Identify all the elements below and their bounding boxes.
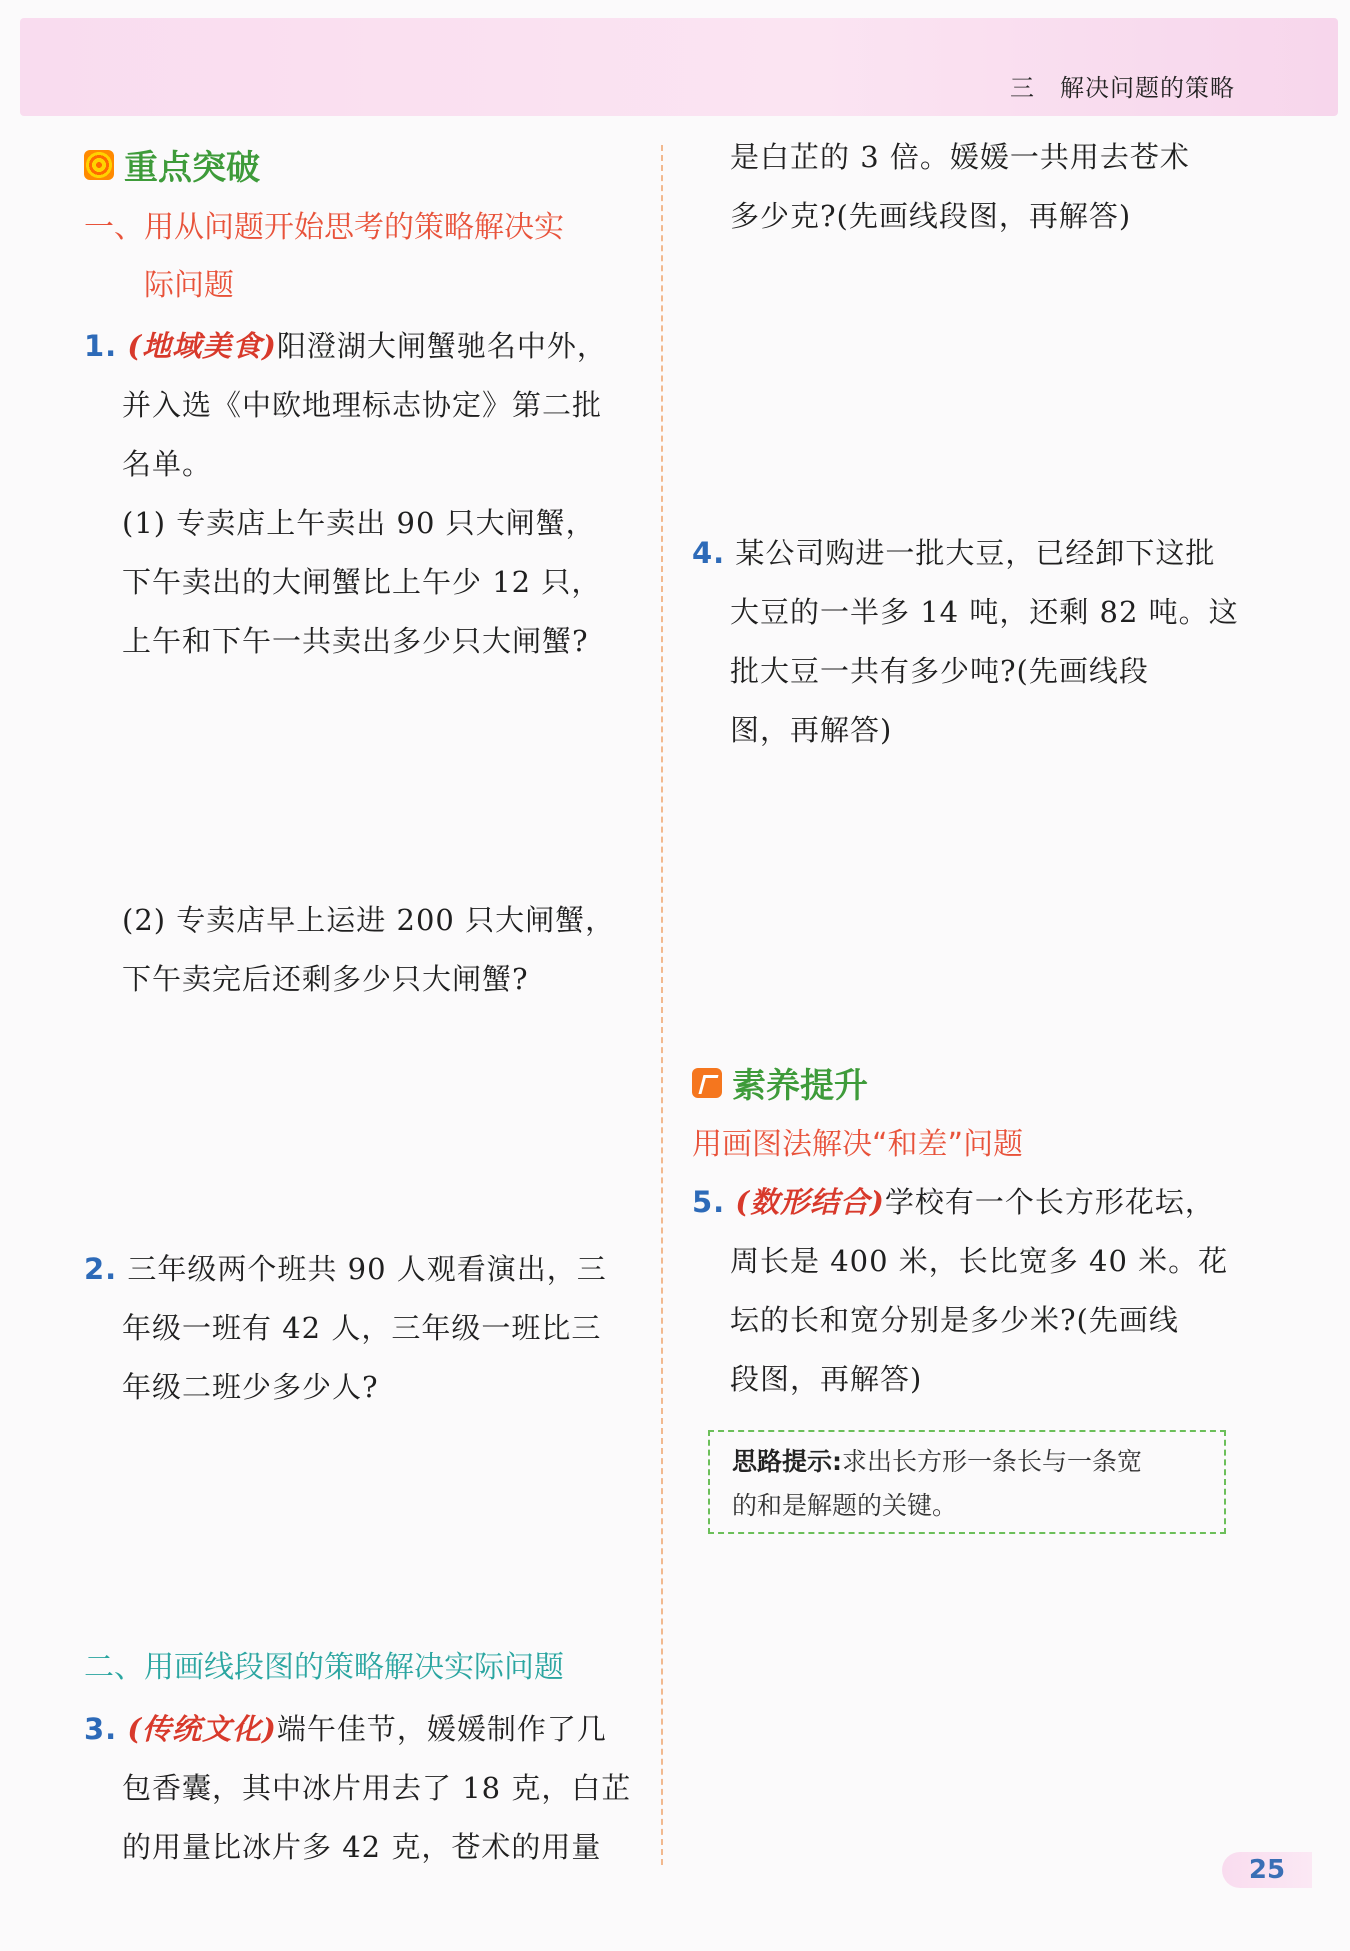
question-4-line1: 某公司购进一批大豆，已经卸下这批 <box>735 536 1216 570</box>
left-column <box>84 140 644 1864</box>
question-3-line1: 端午佳节，媛媛制作了几 <box>276 1712 607 1746</box>
section-literacy-subtitle: 用画图法解决“和差”问题 <box>692 1127 1024 1162</box>
hint-label: 思路提示: <box>732 1447 842 1476</box>
question-4-line3: 批大豆一共有多少吨?(先画线段 <box>730 654 1149 688</box>
question-1-sub1-line1: (1) 专卖店上午卖出 90 只大闸蟹， <box>122 506 596 540</box>
question-3-line3: 的用量比冰片多 42 克，苍术的用量 <box>122 1830 602 1864</box>
hint-line1: 求出长方形一条长与一条宽 <box>842 1447 1143 1476</box>
question-1-sub2-line2: 下午卖完后还剩多少只大闸蟹? <box>122 962 529 996</box>
climb-icon <box>692 1068 722 1098</box>
question-4-line4: 图，再解答) <box>730 713 893 747</box>
question-5-line3: 坛的长和宽分别是多少米?(先画线 <box>730 1303 1179 1337</box>
question-1-tag: (地域美食) <box>127 329 277 363</box>
question-1-sub1-line2: 下午卖出的大闸蟹比上午少 12 只， <box>122 565 602 599</box>
part1-heading <box>84 199 644 315</box>
part1-title-line1: 一、用从问题开始思考的策略解决实 <box>84 210 564 245</box>
question-5-line2: 周长是 400 米，长比宽多 40 米。花 <box>730 1244 1229 1278</box>
question-2-line2: 年级一班有 42 人，三年级一班比三 <box>122 1311 602 1345</box>
question-3-tag: (传统文化) <box>127 1712 277 1746</box>
question-2-number: 2. <box>84 1252 118 1286</box>
question-1-line3: 名单。 <box>122 447 213 481</box>
question-1-line1: 阳澄湖大闸蟹驰名中外， <box>276 329 607 363</box>
question-1-sub1-line3: 上午和下午一共卖出多少只大闸蟹? <box>122 624 589 658</box>
question-4 <box>692 524 1252 760</box>
part2-heading <box>84 1642 664 1686</box>
question-5-number: 5. <box>692 1185 726 1219</box>
question-3-line5: 多少克?(先画线段图，再解答) <box>730 199 1132 233</box>
section-key-points <box>84 140 644 189</box>
question-5 <box>692 1173 1252 1409</box>
part2-title: 二、用画线段图的策略解决实际问题 <box>84 1650 564 1685</box>
page-number: 25 <box>1222 1852 1312 1888</box>
question-5-line1: 学校有一个长方形花坛， <box>884 1185 1215 1219</box>
question-2-line1: 三年级两个班共 90 人观看演出，三 <box>127 1252 607 1286</box>
question-4-line2: 大豆的一半多 14 吨，还剩 82 吨。这 <box>730 595 1239 629</box>
question-1-sub2-line1: (2) 专卖店早上运进 200 只大闸蟹， <box>122 903 616 937</box>
question-3 <box>84 1700 664 1877</box>
question-3-line2: 包香囊，其中冰片用去了 18 克，白芷 <box>122 1771 632 1805</box>
question-2-line3: 年级二班少多少人? <box>122 1370 379 1404</box>
answer-space <box>84 671 644 891</box>
hint-box <box>708 1430 1226 1534</box>
right-column <box>692 128 1252 1396</box>
question-5-tag: (数形结合) <box>735 1185 885 1219</box>
question-2 <box>84 1240 644 1417</box>
question-4-number: 4. <box>692 536 726 570</box>
question-1-line2: 并入选《中欧地理标志协定》第二批 <box>122 388 603 422</box>
hint-line2: 的和是解题的关键。 <box>732 1491 958 1520</box>
section-literacy <box>692 1058 868 1107</box>
section-key-points-title: 重点突破 <box>124 148 260 188</box>
chapter-title: 三 解决问题的策略 <box>1010 74 1235 102</box>
target-icon <box>84 150 114 180</box>
question-3-continued <box>692 128 1252 246</box>
question-1-number: 1. <box>84 329 118 363</box>
question-1 <box>84 317 644 1009</box>
question-5-line4: 段图，再解答) <box>730 1362 923 1396</box>
part1-title-line2: 际问题 <box>144 268 234 303</box>
column-divider <box>661 145 663 1865</box>
question-3-number: 3. <box>84 1712 118 1746</box>
section-literacy-title: 素养提升 <box>732 1066 868 1106</box>
question-3-line4: 是白芷的 3 倍。媛媛一共用去苍术 <box>730 140 1190 174</box>
